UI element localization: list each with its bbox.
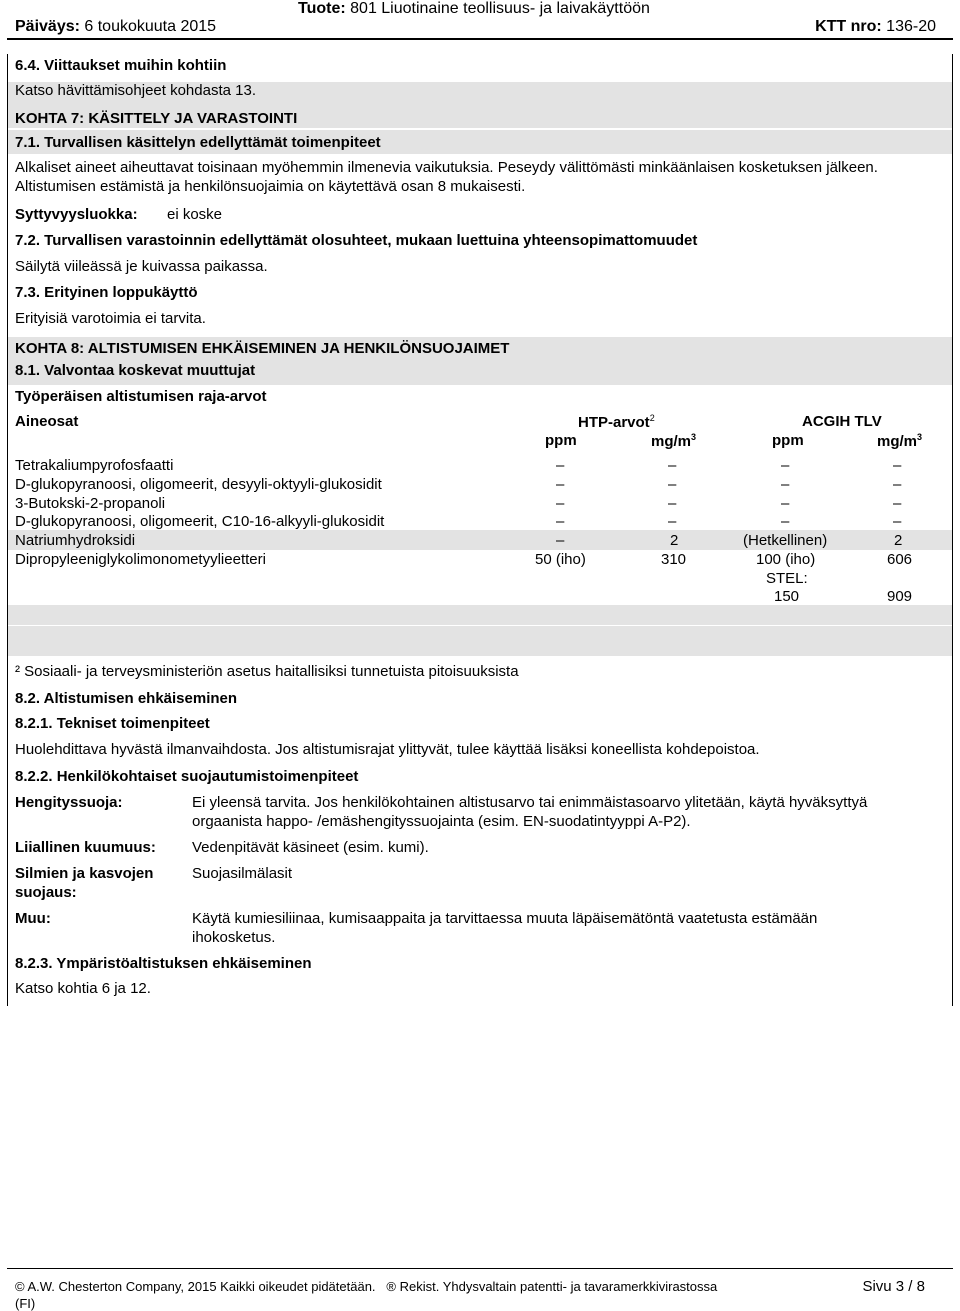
stel-label: STEL: (766, 570, 808, 587)
flammability-value: ei koske (167, 206, 223, 223)
flammability-label: Syttyvyysluokka: (15, 206, 138, 223)
page-number: Sivu 3 / 8 (862, 1278, 925, 1295)
acgih-mg-exp: 3 (917, 432, 923, 442)
s72-title: 7.2. Turvallisen varastoinnin edellyttämät olosuhteet, mukaan luettuina yhteensopimattomuudet (15, 232, 698, 249)
s82-title: 8.2. Altistumisen ehkäiseminen (15, 690, 238, 707)
s821-text: Huolehdittava hyvästä ilmanvaihdosta. Jos altistumisrajat ylittyvät, tulee käyttää lisäksi koneellista kohdepoistoa. (15, 741, 760, 758)
document-date (15, 18, 216, 36)
product-label: Tuote: (298, 0, 346, 17)
table-cell: 2 (670, 532, 679, 549)
s823-title: 8.2.3. Ympäristöaltistuksen ehkäiseminen (15, 955, 312, 972)
limits-title: Työperäisen altistumisen raja-arvot (15, 388, 267, 405)
group-htp (578, 413, 655, 431)
ktt-value: 136-20 (886, 18, 936, 35)
table-cell: – (781, 457, 790, 474)
header-rule (7, 38, 953, 40)
s72-text: Säilytä viileässä je kuivassa paikassa. (15, 258, 268, 275)
table-cell: – (556, 457, 565, 474)
table-cell: – (781, 513, 790, 530)
table-row-name: Tetrakaliumpyrofosfaatti (15, 457, 174, 474)
table-cell: – (668, 476, 677, 493)
table-cell: 310 (661, 551, 687, 568)
s73-text: Erityisiä varotoimia ei tarvita. (15, 310, 206, 327)
table-cell: 2 (894, 532, 903, 549)
s64-text: Katso hävittämisohjeet kohdasta 13. (15, 82, 256, 99)
date-label: Päiväys: (15, 18, 80, 35)
product-title (298, 0, 650, 18)
other-label: Muu: (15, 910, 51, 927)
htp-mg-exp: 3 (691, 432, 697, 442)
table-cell: – (556, 513, 565, 530)
group-htp-label: HTP-arvot (578, 414, 650, 431)
footer-copyright: © A.W. Chesterton Company, 2015 Kaikki oikeudet pidätetään. (15, 1279, 376, 1294)
ktt-label: KTT nro: (815, 18, 882, 35)
group-acgih: ACGIH TLV (802, 413, 882, 430)
table-row-name: Natriumhydroksidi (15, 532, 136, 549)
date-value: 6 toukokuuta 2015 (84, 18, 217, 35)
table-cell: 100 (iho) (756, 551, 816, 568)
col-ingredient: Aineosat (15, 413, 79, 430)
table-cell: 606 (887, 551, 913, 568)
acgih-mg-header (877, 432, 922, 450)
s8-heading: KOHTA 8: ALTISTUMISEN EHKÄISEMINEN JA HENKILÖNSUOJAIMET (15, 340, 510, 357)
ktt-number (815, 18, 936, 36)
s71-line-2: Altistumisen estämistä ja henkilönsuojaimia on käytettävä osan 8 mukaisesti. (15, 178, 526, 195)
table-cell: – (893, 476, 902, 493)
htp-ppm-header: ppm (545, 432, 577, 449)
s822-title: 8.2.2. Henkilökohtaiset suojautumistoimenpiteet (15, 768, 359, 785)
respiratory-label: Hengityssuoja: (15, 794, 123, 811)
table-cell: – (668, 495, 677, 512)
s71-title: 7.1. Turvallisen käsittelyn edellyttämät toimenpiteet (15, 134, 381, 151)
stel-mg: 909 (887, 588, 913, 605)
respiratory-text-2: orgaanista happo- /emäshengityssuojainta (esim. EN-suodatintyyppi A-P2). (192, 813, 691, 830)
hand-label: Liiallinen kuumuus: (15, 839, 156, 856)
table-row-name: D-glukopyranoosi, oligomeerit, desyyli-oktyyli-glukosidit (15, 476, 382, 493)
s821-title: 8.2.1. Tekniset toimenpiteet (15, 715, 210, 732)
table-cell: – (668, 513, 677, 530)
table-row-name: D-glukopyranoosi, oligomeerit, C10-16-alkyyli-glukosidit (15, 513, 385, 530)
table-row-name: 3-Butokski-2-propanoli (15, 495, 166, 512)
table-row-shade-3 (8, 626, 952, 656)
hand-text: Vedenpitävät käsineet (esim. kumi). (192, 839, 429, 856)
table-cell: – (893, 457, 902, 474)
footer-legal (15, 1279, 717, 1294)
htp-footnote-mark: 2 (649, 413, 655, 423)
footer-language: (FI) (15, 1296, 36, 1311)
table-cell: – (781, 476, 790, 493)
table-cell: (Hetkellinen) (743, 532, 828, 549)
respiratory-text-1: Ei yleensä tarvita. Jos henkilökohtainen altistusarvo tai enimmäistasoarvo ylitetään, käytä hyväksyttyä (192, 794, 868, 811)
footer-trademark: ® Rekist. Yhdysvaltain patentti- ja tavaramerkkivirastossa (386, 1279, 718, 1294)
table-footnote: ² Sosiaali- ja terveysministeriön asetus haitallisiksi tunnetuista pitoisuuksista (15, 663, 519, 680)
footer-rule (7, 1268, 953, 1269)
other-text-1: Käytä kumiesiliinaa, kumisaappaita ja tarvittaessa muuta läpäisemätöntä vaatetusta estämään (192, 910, 818, 927)
table-cell: – (556, 495, 565, 512)
s64-title: 6.4. Viittaukset muihin kohtiin (15, 57, 227, 74)
s823-text: Katso kohtia 6 ja 12. (15, 980, 151, 997)
htp-mg-unit: mg/m (651, 433, 692, 450)
table-cell: 50 (iho) (535, 551, 586, 568)
s7-heading: KOHTA 7: KÄSITTELY JA VARASTOINTI (15, 110, 298, 127)
table-cell: – (556, 532, 565, 549)
table-cell: – (893, 513, 902, 530)
eye-label-2: suojaus: (15, 884, 77, 901)
eye-label-1: Silmien ja kasvojen (15, 865, 154, 882)
other-text-2: ihokosketus. (192, 929, 276, 946)
eye-text: Suojasilmälasit (192, 865, 293, 882)
product-name: 801 Liuotinaine teollisuus- ja laivakäyttöön (350, 0, 650, 17)
table-row-shade-2 (8, 605, 952, 625)
acgih-mg-unit: mg/m (877, 433, 918, 450)
table-row-name: Dipropyleeniglykolimonometyylieetteri (15, 551, 266, 568)
table-cell: – (893, 495, 902, 512)
stel-ppm: 150 (774, 588, 800, 605)
htp-mg-header (651, 432, 696, 450)
s71-line-1: Alkaliset aineet aiheuttavat toisinaan myöhemmin ilmenevia vaikutuksia. Peseydy välittömästi minkäänlaisen kosketuksen jälkeen. (15, 159, 878, 176)
acgih-ppm-header: ppm (772, 432, 804, 449)
s73-title: 7.3. Erityinen loppukäyttö (15, 284, 198, 301)
table-cell: – (781, 495, 790, 512)
table-cell: – (556, 476, 565, 493)
table-cell: – (668, 457, 677, 474)
s81-title: 8.1. Valvontaa koskevat muuttujat (15, 362, 256, 379)
